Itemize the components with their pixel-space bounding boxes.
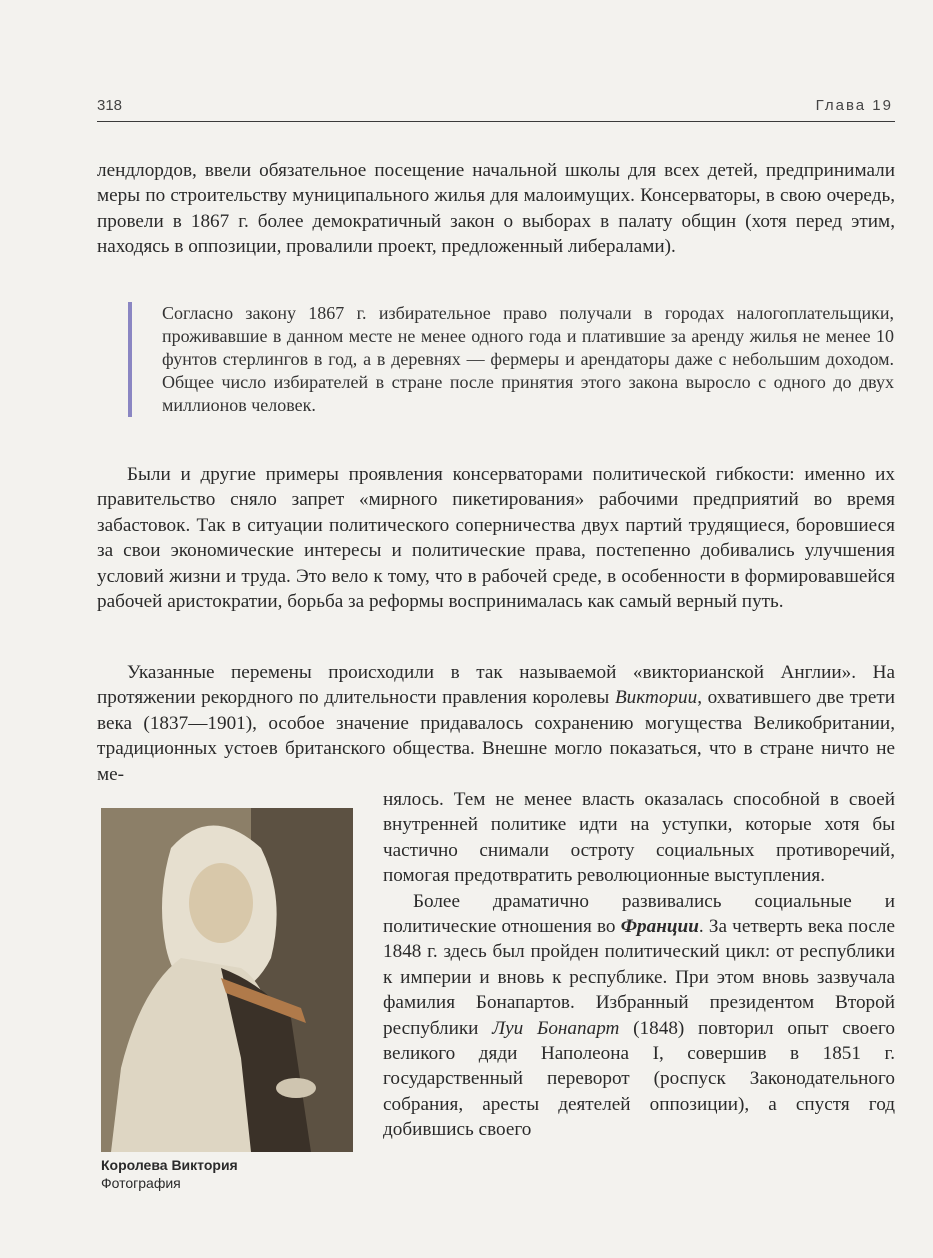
chapter-title: Глава 19 <box>815 97 893 114</box>
portrait-illustration <box>101 808 353 1152</box>
paragraph-2 <box>97 462 895 614</box>
paragraph-3-text <box>97 660 895 787</box>
side-paragraph-2 <box>383 889 895 1143</box>
page-header <box>97 95 895 122</box>
name-louis-bonaparte: Луи Бонапарт <box>492 1017 620 1039</box>
paragraph-3-part-a: Указанные перемены происходили в так называемой «викторианской Англии». На протяжении рекордного по длительности правления королевы <box>97 662 895 709</box>
side-paragraph-1: нялось. Тем не менее власть оказалась способной в своей внутренней политике идти на уступки, которые хотя бы частично снимали остроту социальных противоречий, помогая предотвратить революционные выступления. <box>383 789 895 887</box>
side-note-text: Согласно закону 1867 г. избирательное право получали в городах налогоплательщики, проживавшие в данном месте не менее одного года и платившие за аренду жилья не менее 10 фунтов стерлингов в год, а в деревнях — фермеры и арендаторы даже с небольшим доходом. Общее число избирателей в стране после принятия этого закона выросло с одного до двух миллионов человек. <box>162 303 894 415</box>
paragraph-2-text: Были и другие примеры проявления консерваторами политической гибкости: именно их правительство сняло запрет «мирного пикетирования» рабочими предприятий во время забастовок. Так в ситуации политического соперничества двух партий трудящиеся, боровшиеся за свои экономические интересы и политические права, постепенно добивались улучшения условий жизни и труда. Это вело к тому, что в рабочей среде, в особенности в формировавшейся рабочей аристократии, борьба за реформы воспринималась как самый верный путь. <box>97 464 895 613</box>
side-note <box>128 302 894 417</box>
country-france: Франции <box>620 916 699 938</box>
caption-title: Королева Виктория <box>101 1157 238 1173</box>
side-paragraph-2-part-a: Более драматично развивались социальные и политические отношения во <box>383 890 895 938</box>
photo-caption <box>101 1156 361 1192</box>
side-paragraph-2-part-b: . За четверть века после 1848 г. здесь был пройден политический цикл: от республики к империи и вновь к республике. При этом вновь зазвучала фамилия Бонапартов. Избранный президентом Второй республики <box>383 916 895 1039</box>
side-column-text <box>383 787 895 1143</box>
paragraph-1 <box>97 158 895 260</box>
page-number: 318 <box>97 97 123 114</box>
caption-subtitle: Фотография <box>101 1175 181 1191</box>
paragraph-1-text: лендлордов, ввели обязательное посещение начальной школы для всех детей, предпринимали меры по строительству муниципального жилья для малоимущих. Консерваторы, в свою очередь, провели в 1867 г. более демократичный закон о выборах в палату общин (хотя перед этим, находясь в оппозиции, провалили проект, предложенный либералами). <box>97 160 895 258</box>
paragraph-3 <box>97 660 895 787</box>
queen-victoria-photo <box>101 808 353 1152</box>
name-victoria: Виктории <box>614 687 698 709</box>
paragraph-3-part-b: , охватившего две трети века (1837—1901), особое значение придавалось сохранению могущества Великобритании, традиционных устоев британского общества. Внешне могло показаться, что в стране ничто не ме- <box>97 687 895 785</box>
side-paragraph-2-part-c: (1848) повторил опыт своего великого дяди Наполеона I, совершив в 1851 г. государственный переворот (роспуск Законодательного собрания, аресты деятелей оппозиции), а спустя год добившись своего <box>383 1017 896 1141</box>
